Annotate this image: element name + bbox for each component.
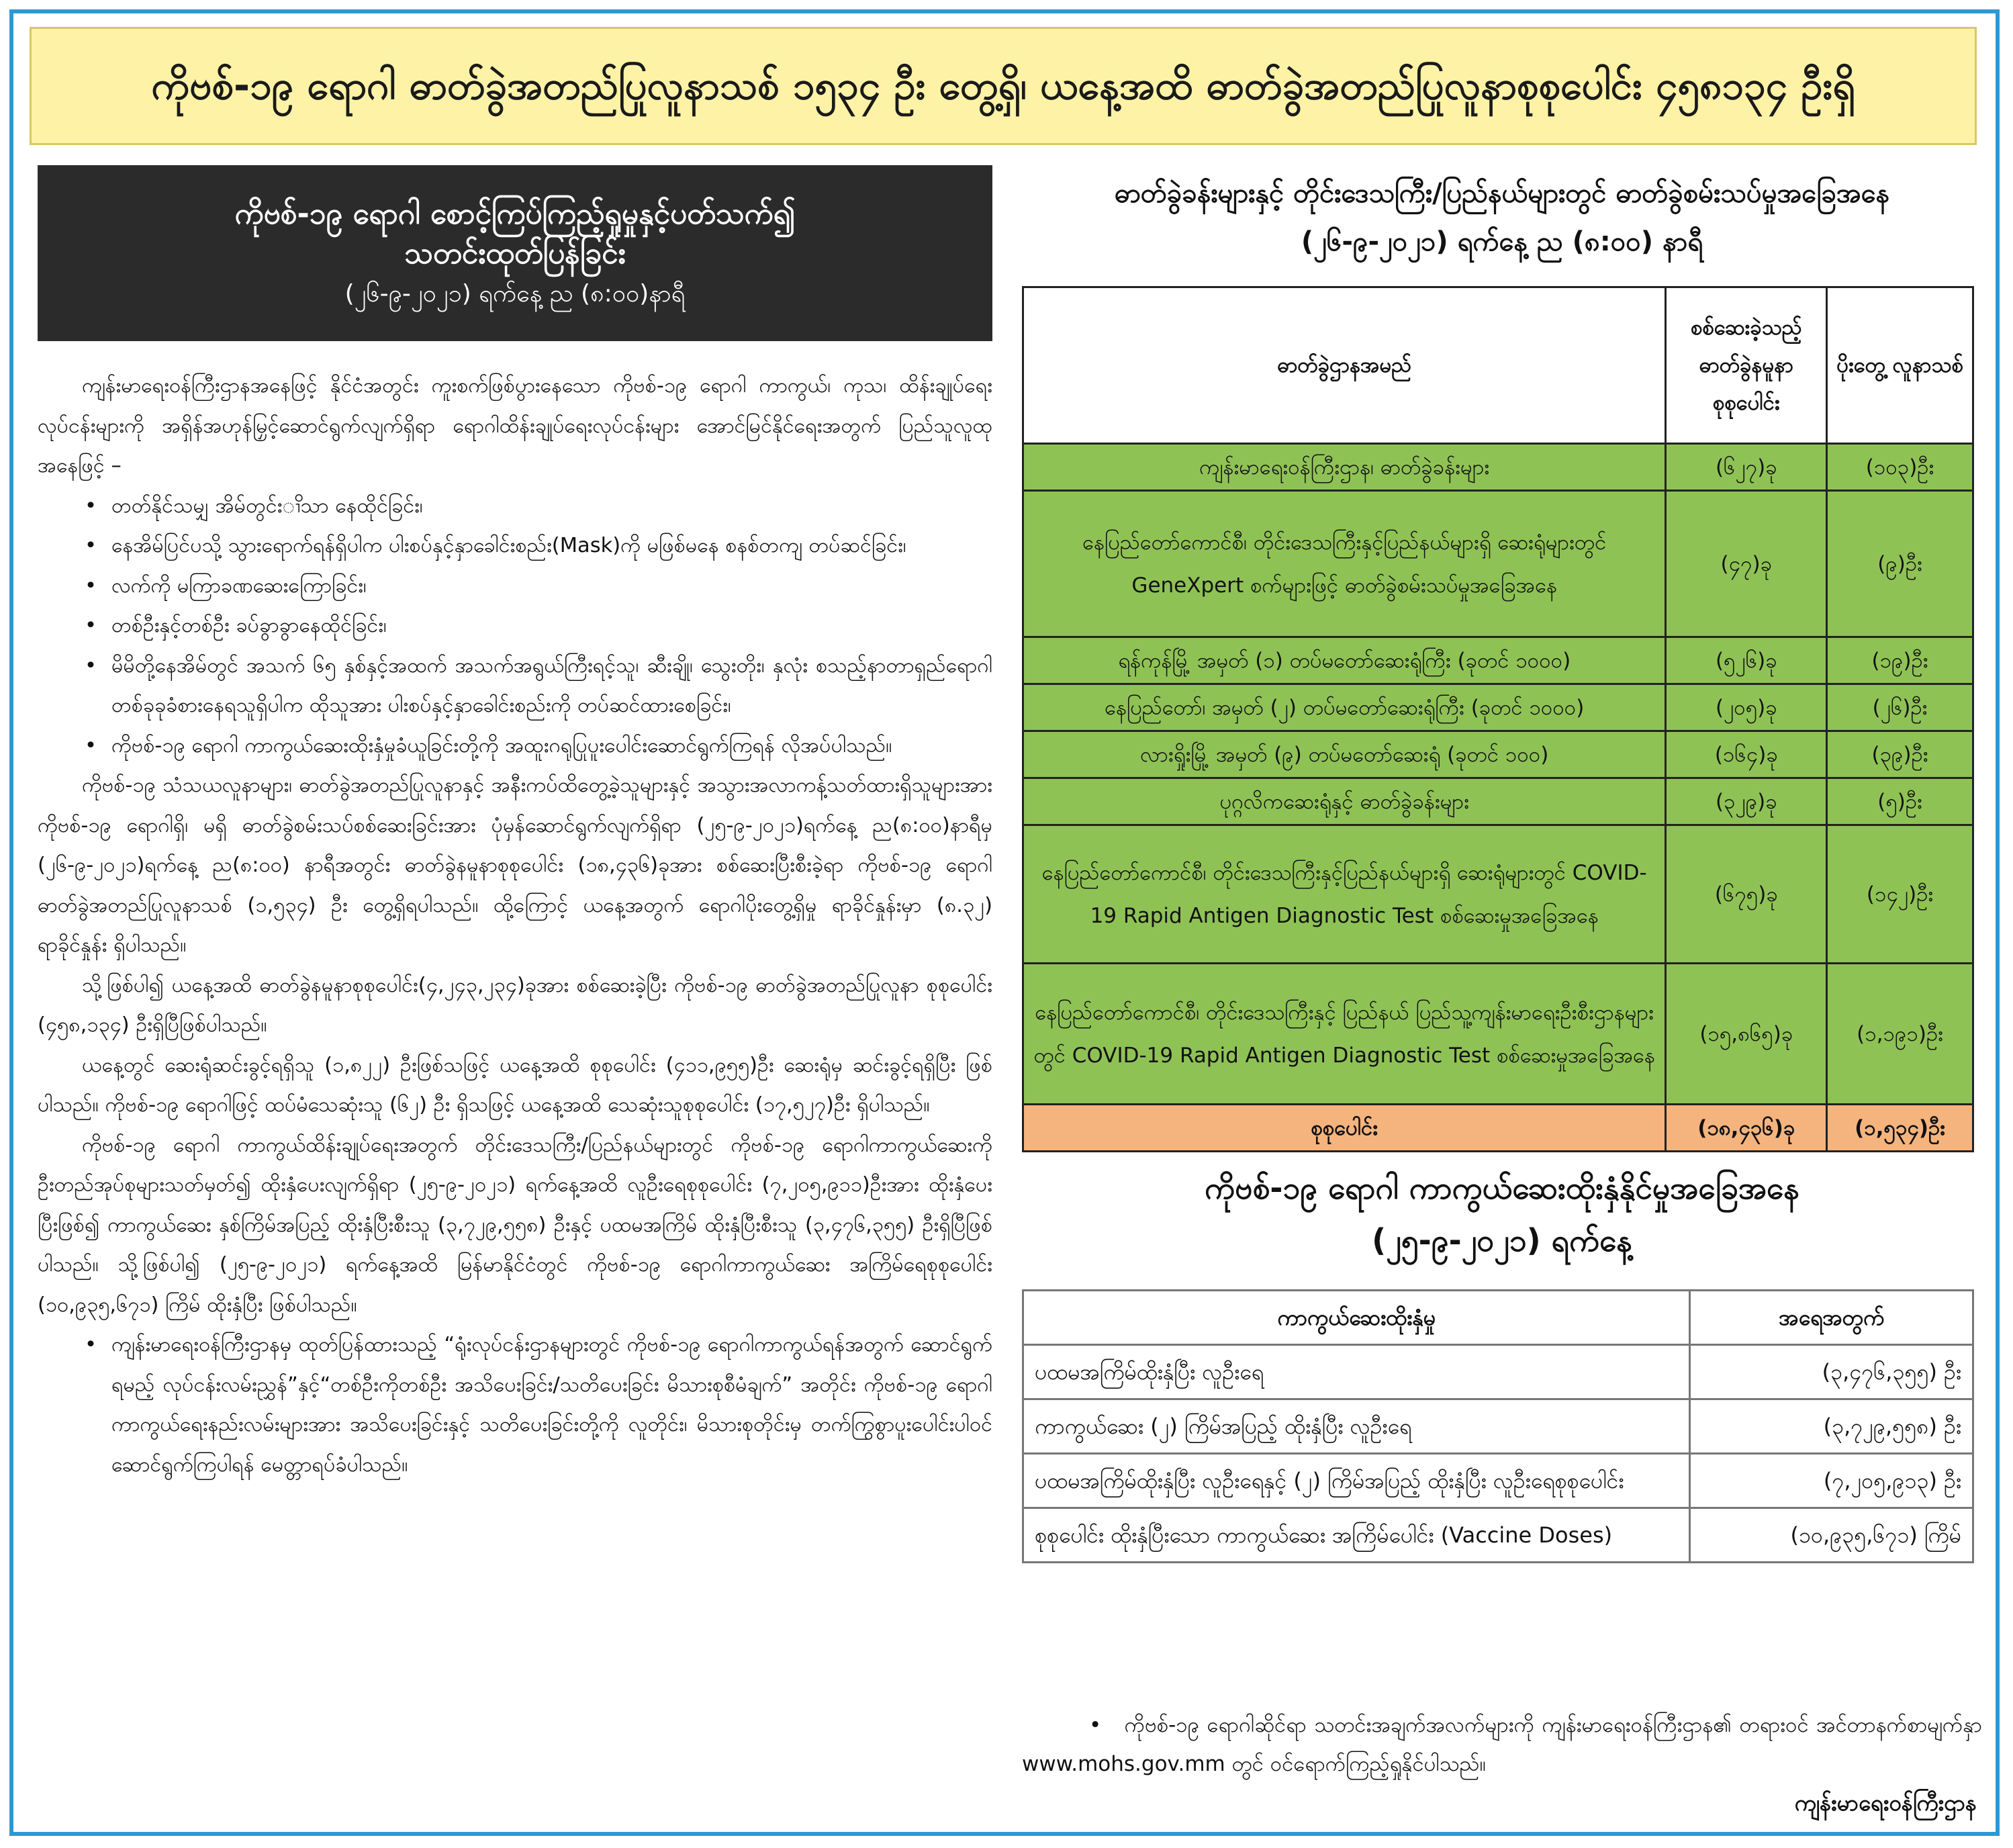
lab-name: နေပြည်တော်ကောင်စီ၊ တိုင်းဒေသကြီးနှင့် ပြည်နယ် ပြည်သူ့ကျန်းမာရေးဦးစီးဌာနများတွင် COVID-19 Rapid Antigen Diagnostic Test စစ်ဆေးမှုအခြေအနေ: [1023, 964, 1666, 1105]
press-release-body: [38, 366, 992, 1830]
samples-count: (၄၇)ခု: [1666, 491, 1827, 637]
samples-count: (၆၇၅)ခု: [1666, 825, 1827, 964]
vaccination-paragraph: ကိုဗစ်-၁၉ ရောဂါ ကာကွယ်ထိန်းချုပ်ရေးအတွက် တိုင်းဒေသကြီး/ပြည်နယ်များတွင် ကိုဗစ်-၁၉ ရောဂါကာကွယ်ဆေးကို ဦးတည်အုပ်စုများသတ်မှတ်၍ ထိုးနှံပေးလျက်ရှိရာ (၂၅-၉-၂၀၂၁) ရက်နေ့အထိ လူဦးရေစုစုပေါင်း (၇,၂၀၅,၉၁၁)ဦးအား ထိုးနှံပေးပြီးဖြစ်၍ ကာကွယ်ဆေး နှစ်ကြိမ်အပြည့် ထိုးနှံပြီးစီးသူ (၃,၇၂၉,၅၅၈) ဦးနှင့် ပထမအကြိမ် ထိုးနှံပြီးစီးသူ (၃,၄၇၆,၃၅၅) ဦးရှိပြီဖြစ်ပါသည်။ သို့ဖြစ်ပါ၍ (၂၅-၉-၂၀၂၁) ရက်နေ့အထိ မြန်မာနိုင်ငံတွင် ကိုဗစ်-၁၉ ရောဂါကာကွယ်ဆေး အကြိမ်ရေစုစုပေါင်း (၁၀,၉၃၅,၆၇၁) ကြိမ် ထိုးနှံပြီး ဖြစ်ပါသည်။: [38, 1133, 992, 1317]
vaccination-value: (၇,၂၀၅,၉၁၃) ဦး: [1690, 1454, 1973, 1508]
lab-name: ရန်ကုန်မြို့ အမှတ် (၁) တပ်မတော်ဆေးရုံကြီး (ခုတင် ၁၀၀၀): [1023, 637, 1666, 684]
samples-count: (၅၂၆)ခု: [1666, 637, 1827, 684]
table-row: [1023, 684, 1973, 731]
vaccination-label: စုစုပေါင်း ထိုးနှံပြီးသော ကာကွယ်ဆေး အကြိမ်ပေါင်း (Vaccine Doses): [1023, 1508, 1690, 1563]
cases-count: (၃၉)ဦး: [1827, 731, 1973, 778]
samples-count: (၃၂၉)ခု: [1666, 778, 1827, 825]
tests-title: [1022, 169, 1982, 266]
headline-banner: [30, 27, 1977, 145]
info-note: [1022, 1706, 1982, 1784]
total-cases: (၁,၅၃၄)ဦး: [1827, 1105, 1973, 1152]
table-row: [1023, 1345, 1973, 1399]
list-item: • မိမိတို့နေအိမ်တွင် အသက် ၆၅ နှစ်နှင့်အထက် အသက်အရွယ်ကြီးရင့်သူ၊ ဆီးချို၊ သွေးတိုး၊ နှလုံး စသည့်နာတာရှည်ရောဂါတစ်ခုခုခံစားနေရသူရှိပါက ထိုသူအား ပါးစပ်နှင့်နှာခေါင်းစည်းကို တပ်ဆင်ထားစေခြင်း၊: [38, 646, 992, 726]
tests-title-line2: (၂၆-၉-၂၀၂၁) ရက်နေ့ ည (၈:၀၀) နာရီ: [1301, 226, 1703, 257]
table-row: [1023, 1508, 1973, 1563]
info-note-text: ကိုဗစ်-၁၉ ရောဂါဆိုင်ရာ သတင်းအချက်အလက်များကို ကျန်းမာရေးဝန်ကြီးဌာန၏ တရားဝင် အင်တာနက်စာမျက်နှာ www.mohs.gov.mm တွင် ဝင်ရောက်ကြည့်ရှုနိုင်ပါသည်။: [1022, 1713, 1982, 1776]
list-item: • နေအိမ်ပြင်ပသို့ သွားရောက်ရန်ရှိပါက ပါးစပ်နှင့်နှာခေါင်းစည်း(Mask)ကို မဖြစ်မနေ စနစ်တကျ တပ်ဆင်ခြင်း၊: [38, 526, 992, 566]
column-header-cases: ပိုးတွေ့ လူနာသစ်: [1827, 287, 1973, 444]
vaccination-label: ကာကွယ်ဆေး (၂) ကြိမ်အပြည့် ထိုးနှံပြီး လူဦးရေ: [1023, 1399, 1690, 1454]
table-row: [1023, 444, 1973, 491]
cases-count: (၂၆)ဦး: [1827, 684, 1973, 731]
vaccination-label: ပထမအကြိမ်ထိုးနှံပြီး လူဦးရေနှင့် (၂) ကြိမ်အပြည့် ထိုးနှံပြီး လူဦးရေစုစုပေါင်း: [1023, 1454, 1690, 1508]
press-release-title-line1: ကိုဗစ်-၁၉ ရောဂါ စောင့်ကြပ်ကြည့်ရှုမှုနှင့်ပတ်သက်၍: [234, 196, 796, 231]
bullet-icon: •: [85, 534, 97, 557]
vaccination-value: (၁၀,၉၃၅,၆၇၁) ကြိမ်: [1690, 1508, 1973, 1563]
vaccination-value: (၃,၇၂၉,၅၅၈) ဦး: [1690, 1399, 1973, 1454]
press-release-header: [38, 165, 992, 341]
vaccination-label: ပထမအကြိမ်ထိုးနှံပြီး လူဦးရေ: [1023, 1345, 1690, 1399]
cases-count: (၁,၁၉၁)ဦး: [1827, 964, 1973, 1105]
column-header-vaccination: ကာကွယ်ဆေးထိုးနှံမှု: [1023, 1291, 1690, 1345]
bullet-icon: •: [85, 573, 97, 598]
bullet-icon: •: [85, 1333, 97, 1356]
vaccine-title-line1: ကိုဗစ်-၁၉ ရောဂါ ကာကွယ်ဆေးထိုးနှံနိုင်မှုအခြေအနေ: [1205, 1170, 1799, 1206]
vaccination-value: (၃,၄၇၆,၃၅၅) ဦး: [1690, 1345, 1973, 1399]
samples-count: (၆၂၇)ခု: [1666, 444, 1827, 491]
guideline-paragraph: • ကျန်းမာရေးဝန်ကြီးဌာနမှ ထုတ်ပြန်ထားသည့် “ရုံးလုပ်ငန်းဌာနများတွင် ကိုဗစ်-၁၉ ရောဂါကာကွယ်ရန်အတွက် ဆောင်ရွက်ရမည့် လုပ်ငန်းလမ်းညွှန်”နှင့်“တစ်ဦးကိုတစ်ဦး အသိပေးခြင်း/သတိပေးခြင်း မိသားစုစီမံချက်” အတိုင်း ကိုဗစ်-၁၉ ရောဂါ ကာကွယ်ရေးနည်းလမ်းများအား အသိပေးခြင်းနှင့် သတိပေးခြင်းတို့ကို လူတိုင်း၊ မိသားစုတိုင်းမှ တက်ကြွစွာပူးပေါင်းပါဝင်ဆောင်ရွက်ကြပါရန် မေတ္တာရပ်ခံပါသည်။: [38, 1325, 992, 1485]
table-row: [1023, 491, 1973, 637]
bullet-icon: •: [85, 733, 97, 757]
discharge-paragraph: ယနေ့တွင် ဆေးရုံဆင်းခွင့်ရရှိသူ (၁,၈၂၂) ဦးဖြစ်သဖြင့် ယနေ့အထိ စုစုပေါင်း (၄၁၁,၉၅၅)ဦး ဆေးရုံမှ ဆင်းခွင့်ရရှိပြီး ဖြစ်ပါသည်။ ကိုဗစ်-၁၉ ရောဂါဖြင့် ထပ်မံသေဆုံးသူ (၆၂) ဦး ရှိသဖြင့် ယနေ့အထိ သေဆုံးသူစုစုပေါင်း (၁၇,၅၂၇)ဦး ရှိပါသည်။: [38, 1053, 992, 1117]
table-row: [1023, 964, 1973, 1105]
table-row: [1023, 637, 1973, 684]
total-label: စုစုပေါင်း: [1023, 1105, 1666, 1152]
table-row: [1023, 1399, 1973, 1454]
bullet-icon: •: [85, 653, 97, 678]
lab-name: နေပြည်တော်၊ အမှတ် (၂) တပ်မတော်ဆေးရုံကြီး (ခုတင် ၁၀၀၀): [1023, 684, 1666, 731]
lab-name: ကျန်းမာရေးဝန်ကြီးဌာန၊ ဓာတ်ခွဲခန်းများ: [1023, 444, 1666, 491]
list-item: • တစ်ဦးနှင့်တစ်ဦး ခပ်ခွာခွာနေထိုင်ခြင်း၊: [38, 606, 992, 646]
table-row: [1023, 1454, 1973, 1508]
column-header-samples: စစ်ဆေးခဲ့သည့် ဓာတ်ခွဲနမူနာ စုစုပေါင်း: [1666, 287, 1827, 444]
list-item: • ကိုဗစ်-၁၉ ရောဂါ ကာကွယ်ဆေးထိုးနှံမှုခံယူခြင်းတို့ကို အထူးဂရုပြုပူးပေါင်းဆောင်ရွက်ကြရန် လိုအပ်ပါသည်။: [38, 726, 992, 766]
samples-count: (၁၅,၈၆၅)ခု: [1666, 964, 1827, 1105]
cases-count: (၁၀၃)ဦး: [1827, 444, 1973, 491]
vaccine-title: [1022, 1162, 1982, 1266]
headline: ကိုဗစ်-၁၉ ရောဂါ ဓာတ်ခွဲအတည်ပြုလူနာသစ် ၁၅၃၄ ဦး တွေ့ရှိ၊ ယနေ့အထိ ဓာတ်ခွဲအတည်ပြုလူနာစုစုပေါင်း ၄၅၈၁၃၄ ဦးရှိ: [151, 62, 1855, 109]
intro-paragraph: ကျန်းမာရေးဝန်ကြီးဌာနအနေဖြင့် နိုင်ငံအတွင်း ကူးစက်ဖြစ်ပွားနေသော ကိုဗစ်-၁၉ ရောဂါ ကာကွယ်၊ ကုသ၊ ထိန်းချုပ်ရေးလုပ်ငန်းများကို အရှိန်အဟုန်မြှင့်ဆောင်ရွက်လျက်ရှိရာ ရောဂါထိန်းချုပ်ရေးလုပ်ငန်းများ အောင်မြင်နိုင်ရေးအတွက် ပြည်သူလူထုအနေဖြင့် –: [38, 374, 992, 477]
table-row: [1023, 731, 1973, 778]
column-header-count: အရေအတွက်: [1690, 1291, 1973, 1345]
tests-title-line1: ဓာတ်ခွဲခန်းများနှင့် တိုင်းဒေသကြီး/ပြည်နယ်များတွင် ဓာတ်ခွဲစမ်းသပ်မှုအခြေအနေ: [1114, 178, 1890, 209]
cases-count: (၅)ဦး: [1827, 778, 1973, 825]
cumulative-paragraph: သို့ဖြစ်ပါ၍ ယနေ့အထိ ဓာတ်ခွဲနမူနာစုစုပေါင်း(၄,၂၄၃,၂၃၄)ခုအား စစ်ဆေးခဲ့ပြီး ကိုဗစ်-၁၉ ဓာတ်ခွဲအတည်ပြုလူနာ စုစုပေါင်း (၄၅၈,၁၃၄) ဦးရှိပြီဖြစ်ပါသည်။: [38, 973, 992, 1037]
vaccination-table: [1022, 1289, 1974, 1563]
cases-count: (၉)ဦး: [1827, 491, 1973, 637]
table-header-row: [1023, 287, 1973, 444]
table-row: [1023, 825, 1973, 964]
lab-name: နေပြည်တော်ကောင်စီ၊ တိုင်းဒေသကြီးနှင့်ပြည်နယ်များရှိ ဆေးရုံများတွင် COVID-19 Rapid Antigen Diagnostic Test စစ်ဆေးမှုအခြေအနေ: [1023, 825, 1666, 964]
vaccine-title-line2: (၂၅-၉-၂၀၂၁) ရက်နေ့: [1372, 1222, 1632, 1258]
table-header-row: [1023, 1291, 1973, 1345]
cases-count: (၁၉)ဦး: [1827, 637, 1973, 684]
lab-tests-table: [1022, 286, 1974, 1152]
press-release-date: (၂၆-၉-၂၀၂၁) ရက်နေ့ ည (၈:၀၀)နာရီ: [344, 280, 686, 308]
testing-paragraph: ကိုဗစ်-၁၉ သံသယလူနာများ၊ ဓာတ်ခွဲအတည်ပြုလူနာနှင့် အနီးကပ်ထိတွေ့ခဲ့သူများနှင့် အသွားအလာကန့်သတ်ထားရှိသူများအား ကိုဗစ်-၁၉ ရောဂါရှိ၊ မရှိ ဓာတ်ခွဲစမ်းသပ်စစ်ဆေးခြင်းအား ပုံမှန်ဆောင်ရွက်လျက်ရှိရာ (၂၅-၉-၂၀၂၁)ရက်နေ့ ည(၈:၀၀)နာရီမှ (၂၆-၉-၂၀၂၁)ရက်နေ့ ည(၈:၀၀) နာရီအတွင်း ဓာတ်ခွဲနမူနာစုစုပေါင်း (၁၈,၄၃၆)ခုအား စစ်ဆေးပြီးစီးခဲ့ရာ ကိုဗစ်-၁၉ ရောဂါ ဓာတ်ခွဲအတည်ပြုလူနာသစ် (၁,၅၃၄) ဦး တွေ့ရှိရပါသည်။ ထို့ကြောင့် ယနေ့အတွက် ရောဂါပိုးတွေ့ရှိမှု ရာခိုင်နှုန်းမှာ (၈.၃၂) ရာခိုင်နှုန်း ရှိပါသည်။: [38, 774, 992, 957]
table-total-row: [1023, 1105, 1973, 1152]
lab-name: နေပြည်တော်ကောင်စီ၊ တိုင်းဒေသကြီးနှင့်ပြည်နယ်များရှိ ဆေးရုံများတွင် GeneXpert စက်များဖြင့် ဓာတ်ခွဲစမ်းသပ်မှုအခြေအနေ: [1023, 491, 1666, 637]
bullet-icon: •: [85, 494, 97, 518]
list-item: • တတ်နိုင်သမျှ အိမ်တွင်းၢိသာ နေထိုင်ခြင်း၊: [38, 486, 992, 526]
lab-name: လားရှိုးမြို့ အမှတ် (၉) တပ်မတော်ဆေးရုံ (ခုတင် ၁၀၀): [1023, 731, 1666, 778]
cases-count: (၁၄၂)ဦး: [1827, 825, 1973, 964]
list-item: • လက်ကို မကြာခဏဆေးကြောခြင်း၊: [38, 566, 992, 606]
total-samples: (၁၈,၄၃၆)ခု: [1666, 1105, 1827, 1152]
advice-list: [38, 486, 992, 766]
lab-name: ပုဂ္ဂလိကဆေးရုံနှင့် ဓာတ်ခွဲခန်းများ: [1023, 778, 1666, 825]
samples-count: (၂၀၅)ခု: [1666, 684, 1827, 731]
bullet-icon: •: [85, 614, 97, 637]
press-release-title-line2: သတင်းထုတ်ပြန်ခြင်း: [404, 236, 626, 271]
column-header-lab: ဓာတ်ခွဲဌာနအမည်: [1023, 287, 1666, 444]
samples-count: (၁၆၄)ခု: [1666, 731, 1827, 778]
bullet-icon: •: [1089, 1713, 1125, 1737]
ministry-signature: ကျန်းမာရေးဝန်ကြီးဌာန: [1794, 1790, 1977, 1816]
table-row: [1023, 778, 1973, 825]
